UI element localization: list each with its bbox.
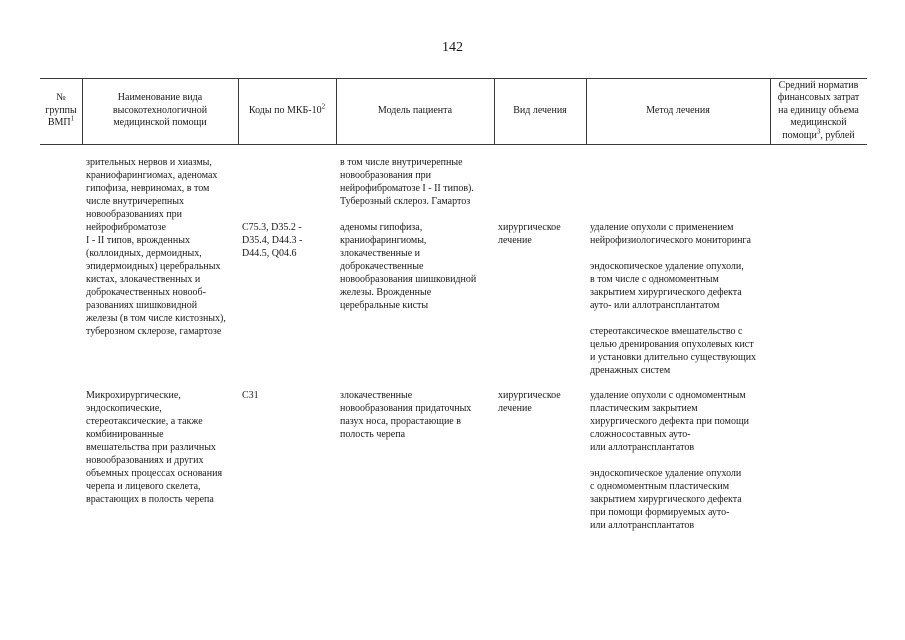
header-patient-model: Модель пациента	[377, 104, 453, 116]
care-type-name-1: зрительных нервов и хиазмы, краниофарингиомах, аденомах гипофиза, невриномах, в том числе внутричерепных новообразованиях при нейрофиброматозе I - II типов, врожденных (коллоидных, дермоидных, эпидермоидных) церебральных кистах, злокачественных и доброкачественных новооб- разованиях шишковидной железы (в том числе кистозных), туберозном склерозе, гамартозе	[86, 157, 226, 337]
icd-codes-2: C31	[242, 390, 259, 401]
header-average-cost: Средний норматив финансовых затрат на единицу объема медицинской помощи$^3$, рублей	[777, 79, 860, 141]
header-icd-codes: Коды по МКБ-$10^2$	[248, 102, 326, 116]
treatment-methods-1: удаление опухоли с применением нейрофизиологического мониторинга эндоскопическое удаление опухоли, в том числе с одномоментным закрытием хирургического дефекта ауто- или аллотрансплантатом стереотаксическое вмешательство с целью дренирования опухолевых кист и установки длительно существующих дренажных систем	[590, 222, 757, 376]
table-header-bottom-border	[40, 144, 867, 145]
page-number: 142	[442, 40, 463, 55]
header-care-type-name: Наименование вида высокотехнологичной медицинской помощи	[112, 92, 208, 129]
care-type-name-2: Микрохирургические, эндоскопические, стереотаксические, а также комбинированные вмешательства при различных новообразованиях и других объемных процессах основания черепа и лицевого скелета, врастающих в полость черепа	[86, 390, 223, 505]
patient-model-2: злокачественные новообразования придаточных пазух носа, прорастающие в полость черепа	[340, 390, 472, 440]
treatment-type-2: хирургическое лечение	[498, 390, 561, 414]
treatment-methods-2: удаление опухоли с одномоментным пластическим закрытием хирургического дефекта при помощи сложносоставных ауто- или аллотрансплантатов эндоскопическое удаление опухоли с одномоментным пластическим закрытием хирургического дефекта при помощи формируемых ауто- или аллотрансплантатов	[590, 390, 749, 531]
header-treatment-type: Вид лечения	[513, 104, 567, 116]
patient-model-1: аденомы гипофиза, краниофарингиомы, злокачественные и доброкачественные новообразования шишковидной железы. Врожденные церебральные кисты	[340, 222, 477, 311]
header-treatment-method: Метод лечения	[646, 104, 710, 116]
treatment-type-1: хирургическое лечение	[498, 222, 561, 246]
header-group-number: № группы ВМП$^1$	[45, 92, 77, 129]
patient-model-continuation-1: в том числе внутричерепные новообразования при нейрофиброматозе I - II типов). Туберозный склероз. Гамартоз	[340, 157, 474, 207]
icd-codes-1: C75.3, D35.2 - D35.4, D44.3 - D44.5, Q04.6	[242, 222, 303, 259]
